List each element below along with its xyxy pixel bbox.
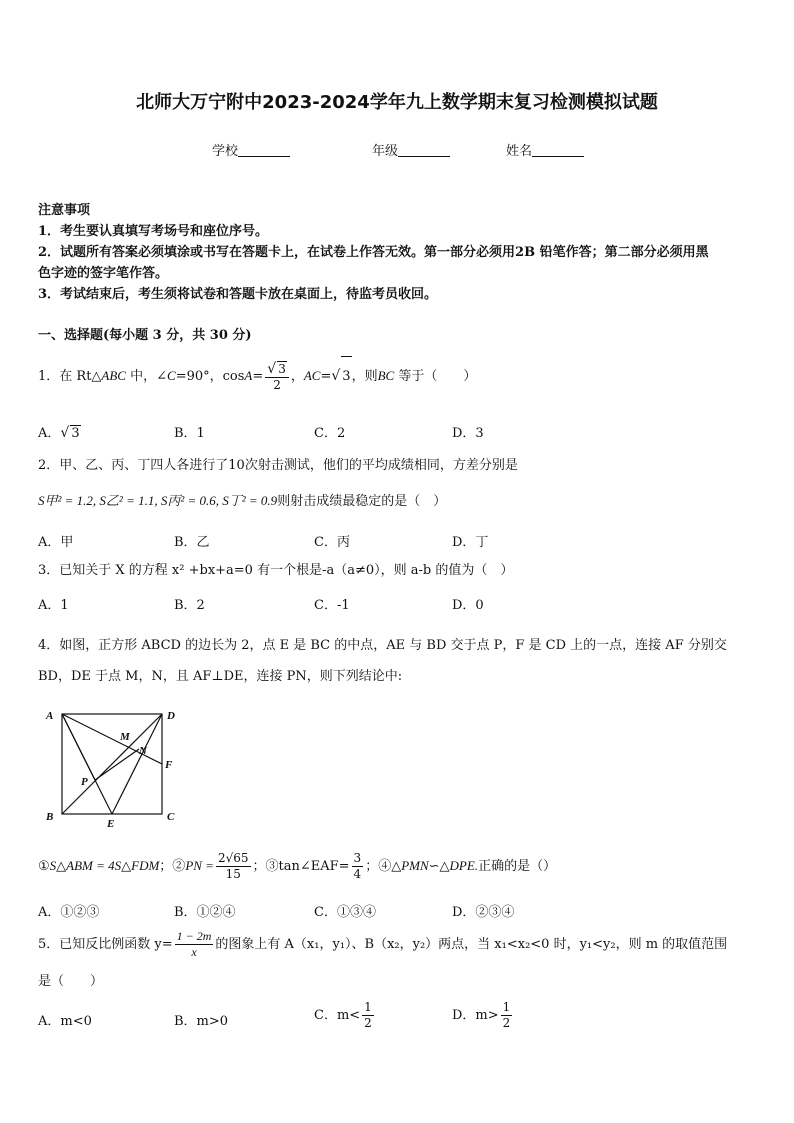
school-blank [238, 142, 290, 157]
school-field [212, 140, 290, 159]
q4-option-b: B．①②④ [174, 905, 236, 920]
section-heading: 一、选择题(每小题 3 分，共 30 分) [38, 328, 252, 343]
question-4-line1: 4．如图，正方形 ABCD 的边长为 2，点 E 是 BC 的中点，AE 与 BD 交于点 P，F 是 CD 上的一点，连接 AF 分别交 [38, 638, 727, 653]
q2-option-a: A．甲 [38, 535, 74, 550]
grade-blank [398, 142, 450, 157]
fraction: $\frac{1}{2}$ [502, 1000, 511, 1030]
notice-heading: 注意事项 [38, 203, 91, 218]
q5-option-b: B．m>0 [174, 1014, 229, 1029]
question-5-line2: 是（ ） [38, 974, 104, 989]
fraction: $\frac{1 - 2m}{x}$ [176, 929, 212, 959]
q5-option-c: C．m< $\frac{1}{2}$ [314, 1000, 372, 1030]
label-c: C [167, 811, 175, 823]
label-a: A [46, 710, 54, 722]
q4-option-d: D．②③④ [452, 905, 515, 920]
square-figure [40, 705, 190, 830]
label-d: D [167, 710, 175, 722]
name-label: 姓名 [506, 144, 533, 159]
grade-field [372, 140, 450, 159]
q3-option-b: B．2 [174, 598, 205, 613]
fraction: $\frac{1}{2}$ [364, 1000, 372, 1030]
question-2-formula-line: S甲² = 1.2, S乙² = 1.1, S丙² = 0.6, S丁² = 0.9则射击成绩最稳定的是（ ） [38, 493, 447, 509]
question-5-stem: 5．已知反比例函数 y= $\frac{1 - 2m}{x}$ 的图象上有 A（x₁，y₁）、B（x₂，y₂）两点，当 x₁<x₂<0 时，y₁<y₂，则 m 的取值范围 [38, 929, 728, 959]
label-n: N [139, 745, 147, 757]
label-p: P [81, 776, 88, 788]
fraction: $\frac{3}{4}$ [353, 851, 362, 881]
school-label: 学校 [212, 144, 239, 159]
q1-option-c: C．2 [314, 426, 346, 441]
question-2-stem: 2．甲、乙、丙、丁四人各进行了10次射击测试，他们的平均成绩相同，方差分别是 [38, 458, 518, 473]
notice-item: 3．考试结束后，考生须将试卷和答题卡放在桌面上，待监考员收回。 [38, 287, 438, 302]
q2-option-b: B．乙 [174, 535, 210, 550]
label-m: M [120, 731, 130, 743]
variance-formula: S甲² = 1.2, S乙² = 1.1, S丙² = 0.6, S丁² = 0.9 [38, 493, 278, 508]
q2-option-d: D．丁 [452, 535, 489, 550]
q2-option-c: C．丙 [314, 535, 350, 550]
q3-option-d: D．0 [452, 598, 484, 613]
question-3-stem: 3．已知关于 X 的方程 x² +bx+a=0 有一个根是-a（a≠0），则 a-b 的值为（ ） [38, 563, 514, 578]
notice-item: 色字迹的签字笔作答。 [38, 266, 169, 281]
fraction: $\frac{√ 3}{2}$ [265, 361, 289, 393]
q1-option-b: B．1 [174, 426, 205, 441]
label-b: B [46, 811, 54, 823]
notice-item: 2．试题所有答案必须填涂或书写在答题卡上，在试卷上作答无效。第一部分必须用2B 铅笔作答；第二部分必须用黑 [38, 245, 709, 260]
q4-option-a: A．①②③ [38, 905, 100, 920]
name-blank [532, 142, 584, 157]
q1-option-a: A．√ 3 [38, 425, 80, 441]
grade-label: 年级 [372, 144, 399, 159]
question-4-statements: ①S△ABM = 4S△FDM；②PN = $\frac{2√65}{15}$ ；③tan∠EAF= $\frac{3}{4}$ ；④△PMN∽△DPE.正确的是（） [38, 851, 557, 881]
fraction: $\frac{2√65}{15}$ [217, 851, 249, 881]
question-1-stem: 1．在 Rt△ABC 中，∠C=90°，cosA= $\frac{√ 3}{2}$ ，AC=√ 3，则BC 等于（ ） [38, 356, 476, 397]
label-e: E [107, 818, 115, 830]
q3-option-a: A．1 [38, 598, 69, 613]
q5-option-d: D．m> $\frac{1}{2}$ [452, 1000, 511, 1030]
page-title: 北师大万宁附中2023-2024学年九上数学期末复习检测模拟试题 [136, 92, 658, 113]
label-f: F [165, 759, 173, 771]
q4-option-c: C．①③④ [314, 905, 376, 920]
name-field [506, 140, 584, 159]
notice-item: 1．考生要认真填写考场号和座位序号。 [38, 224, 269, 239]
question-4-line2: BD，DE 于点 M，N，且 AF⊥DE，连接 PN，则下列结论中: [38, 669, 403, 684]
q5-option-a: A．m<0 [38, 1014, 92, 1029]
q3-option-c: C．-1 [314, 598, 350, 613]
q1-option-d: D．3 [452, 426, 484, 441]
